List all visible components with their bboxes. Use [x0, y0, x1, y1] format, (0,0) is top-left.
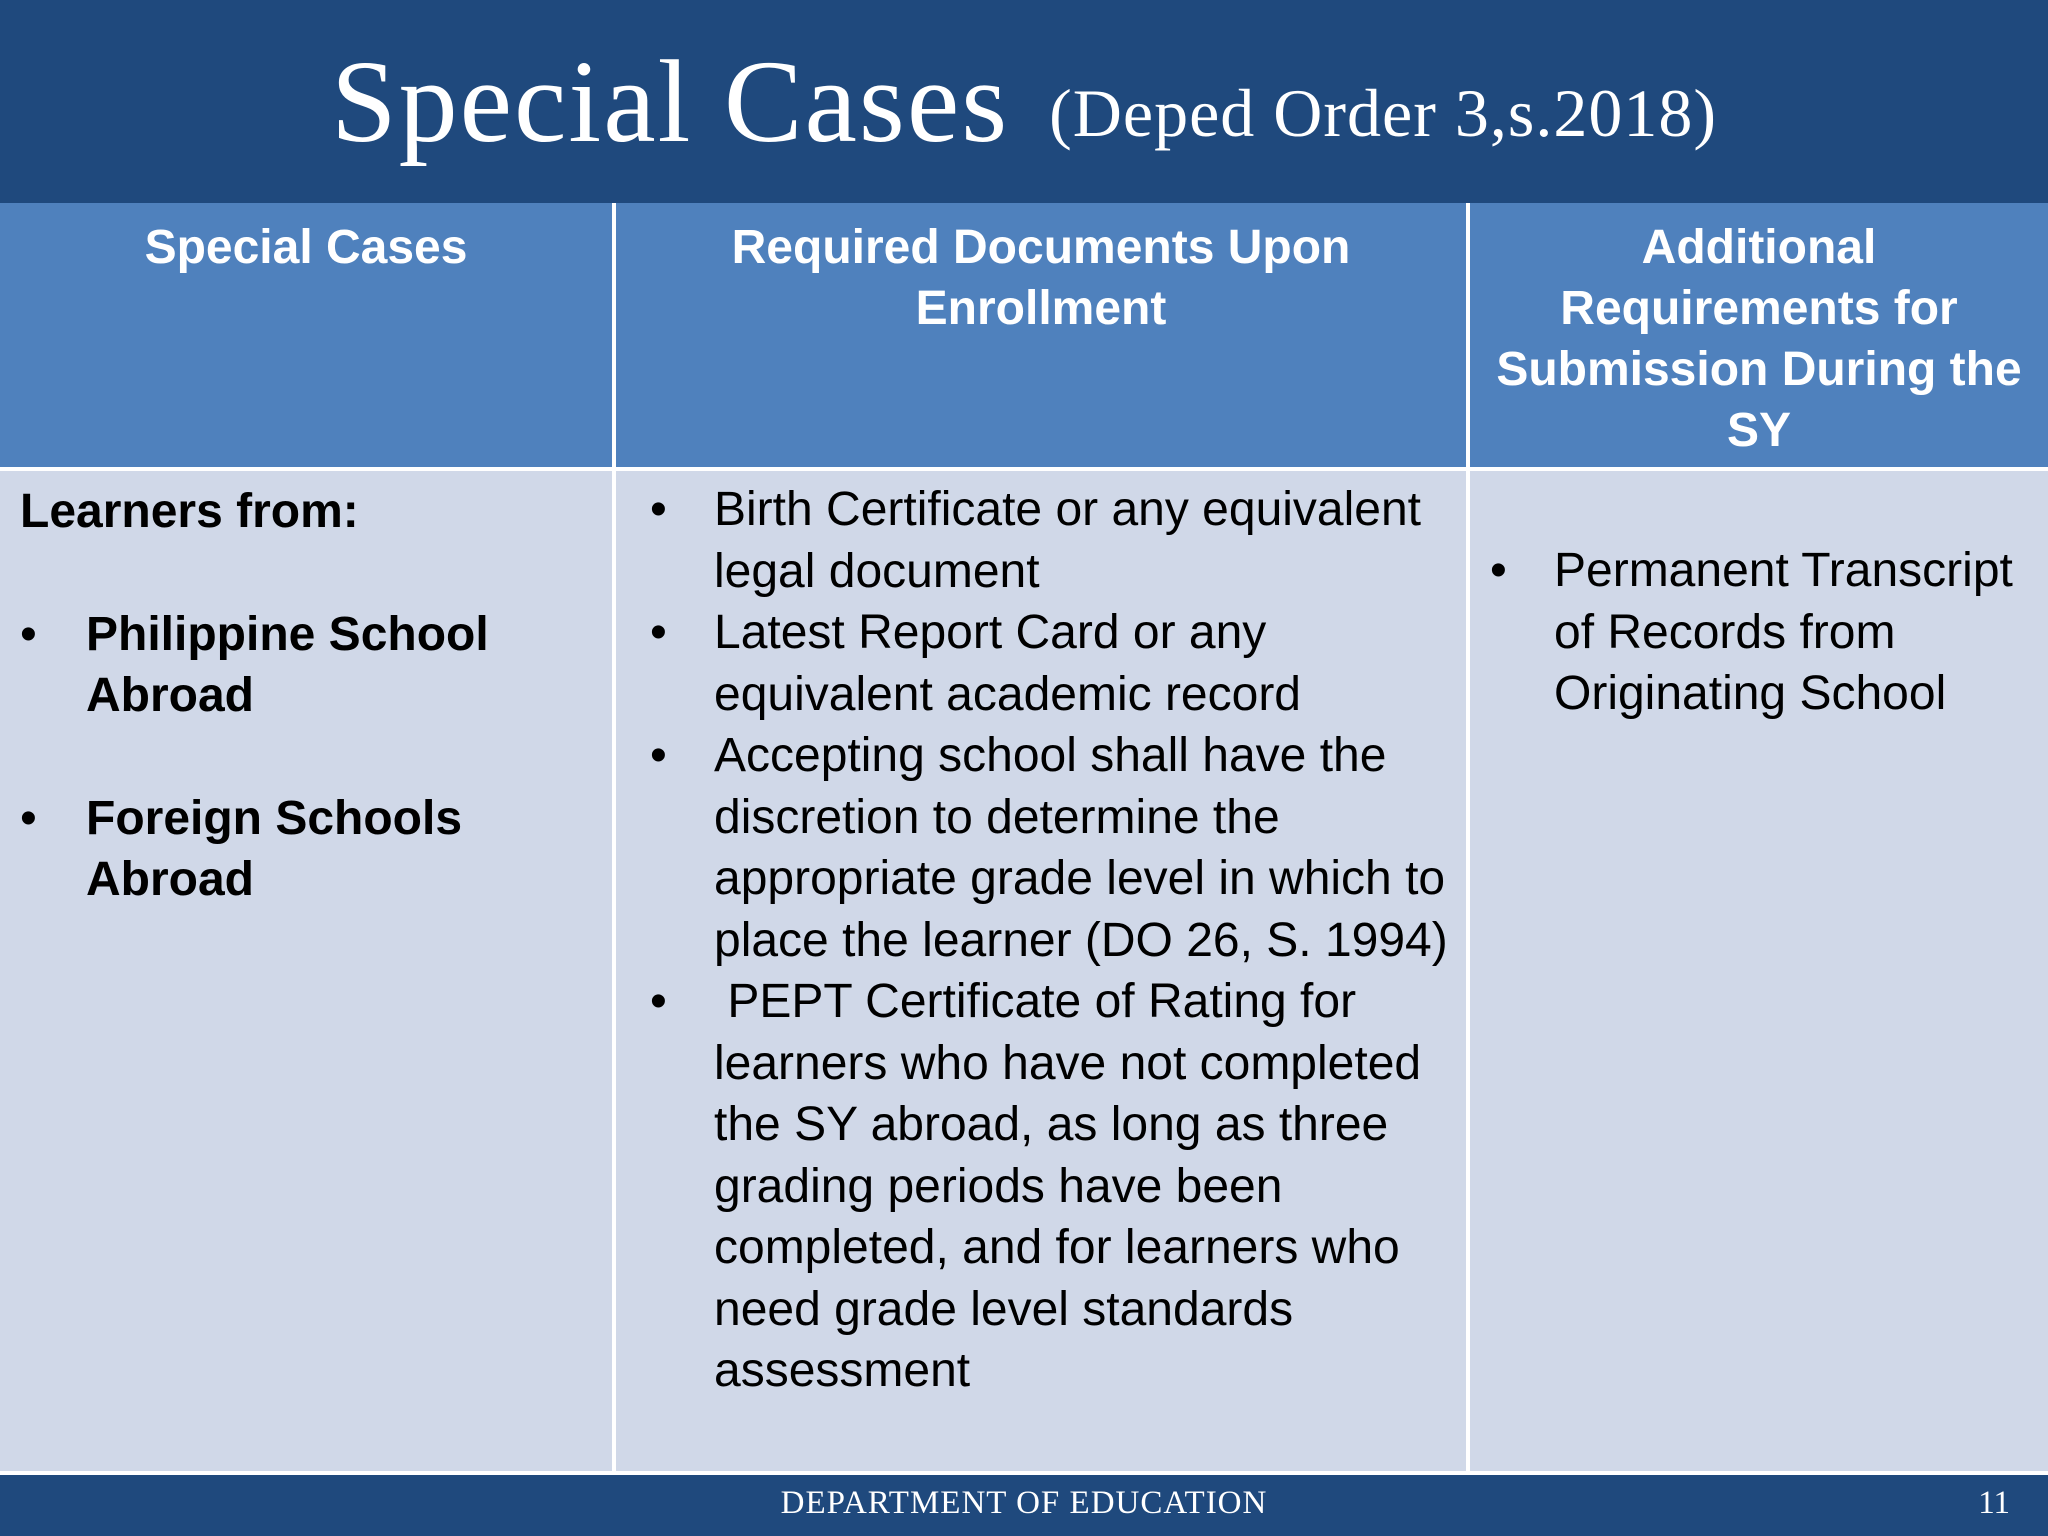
cell-special-cases — [0, 469, 614, 1473]
list-item-text: Philippine School Abroad — [86, 607, 489, 722]
list-item — [20, 788, 602, 911]
bullet-icon: • — [1490, 544, 1507, 597]
footer-bar — [0, 1475, 2048, 1536]
header-required-documents: Required Documents Upon Enrollment — [614, 203, 1468, 469]
list-item-text: Latest Report Card or any equivalent academic record — [714, 606, 1301, 721]
list-item — [616, 602, 1452, 725]
list-item — [616, 971, 1452, 1402]
slide-subtitle: (Deped Order 3,s.2018) — [1049, 75, 1717, 151]
learners-from-label: Learners from: — [20, 485, 359, 538]
list-item-text: Birth Certificate or any equivalent legal document — [714, 483, 1422, 598]
special-cases-table — [0, 203, 2048, 1475]
list-item — [20, 604, 602, 727]
header-special-cases: Special Cases — [0, 203, 614, 469]
header-additional-requirements: Additional Requirements for Submission During the SY — [1468, 203, 2048, 469]
list-item-text: Foreign Schools Abroad — [86, 791, 463, 906]
footer-department: DEPARTMENT OF EDUCATION — [780, 1485, 1268, 1521]
list-item-text: Permanent Transcript of Records from Originating School — [1554, 544, 2013, 720]
list-item-text: PEPT Certificate of Rating for learners who have not completed the SY abroad, as long as three grading periods have been completed, and for learners who need grade level standards assessment — [714, 975, 1435, 1397]
cell-required-documents — [614, 469, 1468, 1473]
bullet-icon: • — [650, 729, 667, 782]
bullet-icon: • — [650, 606, 667, 659]
table-header-row — [0, 203, 2048, 469]
bullet-icon: • — [20, 607, 37, 661]
cell-additional-requirements — [1468, 469, 2048, 1473]
bullet-icon: • — [650, 975, 667, 1028]
bullet-icon: • — [20, 791, 37, 845]
title-bar — [0, 0, 2048, 203]
slide-title: Special Cases — [331, 35, 1010, 167]
list-item — [616, 479, 1452, 602]
list-item — [616, 725, 1452, 971]
page-number: 11 — [1978, 1485, 2010, 1521]
list-item — [1470, 540, 2038, 725]
bullet-icon: • — [650, 483, 667, 536]
list-item-text: Accepting school shall have the discretion to determine the appropriate grade level in which to place the learner (DO 26, S. 1994) — [714, 729, 1448, 967]
table-row — [0, 469, 2048, 1473]
